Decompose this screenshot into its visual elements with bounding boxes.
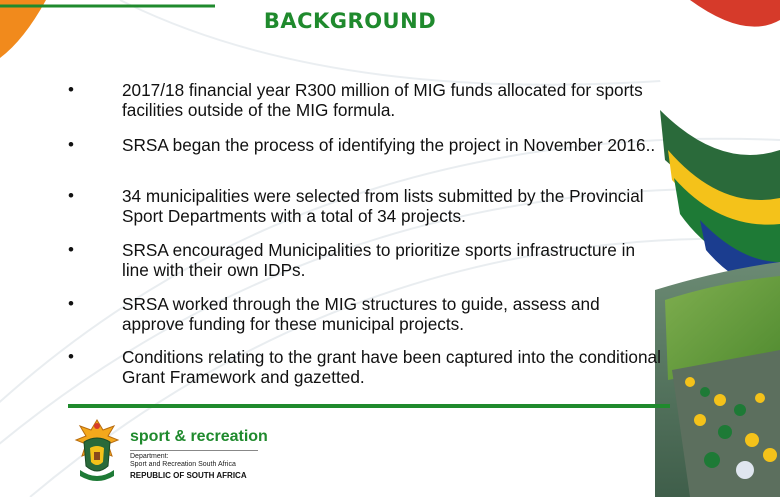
- bullet-marker: •: [68, 186, 74, 205]
- department-line-2: Sport and Recreation South Africa: [130, 461, 236, 468]
- stadium-photo-graphic: [655, 262, 780, 497]
- department-line-1: Department:: [130, 453, 169, 460]
- bullet-marker: •: [68, 347, 74, 366]
- bullet-marker: •: [68, 240, 74, 259]
- brand-name: sport & recreation: [130, 428, 268, 445]
- bullet-text: 2017/18 financial year R300 million of MIG funds allocated for sports facilities outside of the MIG formula.: [122, 80, 643, 120]
- bullet-marker: •: [68, 135, 74, 154]
- bullet-text: 34 municipalities were selected from lists submitted by the Provincial Sport Departments with a total of 34 projects.: [122, 186, 644, 226]
- department-label: [130, 453, 236, 469]
- bullet-text: SRSA worked through the MIG structures to guide, assess and approve funding for these municipal projects.: [122, 294, 600, 334]
- coat-of-arms-icon: [70, 416, 124, 482]
- department-logo: [70, 416, 270, 486]
- bullet-text: SRSA began the process of identifying the project in November 2016..: [122, 135, 656, 155]
- bullet-text: SRSA encouraged Municipalities to prioritize sports infrastructure in line with their own IDPs.: [122, 240, 635, 280]
- bullet-marker: •: [68, 80, 74, 99]
- bullet-marker: •: [68, 294, 74, 313]
- country-name: REPUBLIC OF SOUTH AFRICA: [130, 471, 247, 480]
- brand-divider: [130, 450, 258, 451]
- footer-divider: [68, 404, 670, 408]
- slide-title: BACKGROUND: [263, 9, 437, 33]
- bullet-text: Conditions relating to the grant have been captured into the conditional Grant Framework and gazetted.: [122, 347, 661, 387]
